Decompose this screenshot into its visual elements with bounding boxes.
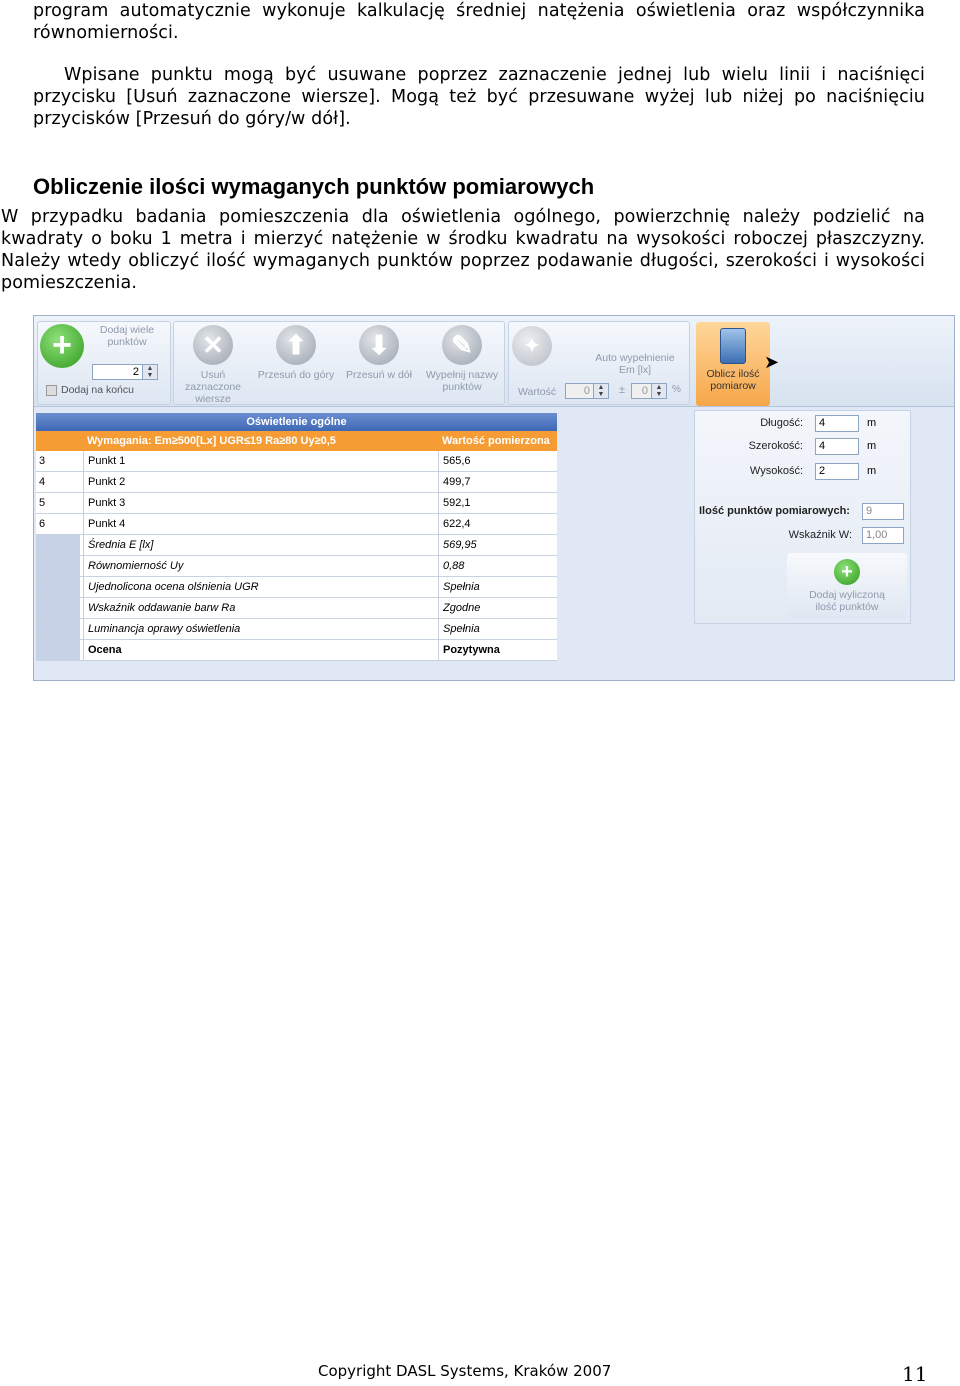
row-value[interactable]: 569,95 [438, 535, 557, 555]
plusminus-label: ± [619, 384, 626, 396]
add-calculated-points-button[interactable] [787, 553, 907, 619]
row-value[interactable]: Pozytywna [438, 640, 557, 660]
table-row[interactable] [36, 577, 557, 598]
value-spinner[interactable] [565, 383, 609, 399]
row-name: Punkt 3 [83, 493, 437, 513]
delete-rows-button[interactable] [174, 321, 252, 405]
spinner-arrows-icon[interactable]: ▲ ▼ [593, 384, 608, 398]
add-many-label: Dodaj wiele punktów [99, 324, 155, 348]
table-title: Oświetlenie ogólne [36, 413, 557, 431]
spinner-arrows-icon[interactable]: ▲ ▼ [651, 384, 666, 398]
length-label: Długość: [760, 417, 803, 429]
width-input[interactable]: 4 [815, 438, 859, 455]
measurement-table [36, 413, 557, 661]
row-value[interactable]: Spełnia [438, 577, 557, 597]
row-value[interactable]: 499,7 [438, 472, 557, 492]
row-name: Luminancja oprawy oświetlenia [83, 619, 437, 639]
magic-wand-icon[interactable]: ✦ [512, 326, 552, 366]
document-icon: ✎ [442, 325, 482, 365]
table-header [36, 431, 557, 451]
row-number: 4 [36, 472, 80, 492]
paragraph-2-text: Wpisane punktu mogą być usuwane poprzez zaznaczenie jednej lub wielu linii i naciśnięci przycisku [Usuń zaznaczone wiersze]. Mogą też być przesuwane wyżej lub niżej po naciśnięciu przycisków [Przesuń do góry/w dół]. [33, 65, 925, 129]
row-value[interactable]: Zgodne [438, 598, 557, 618]
percent-label: % [672, 384, 681, 395]
checkbox-icon [46, 385, 57, 396]
row-value[interactable]: 565,6 [438, 451, 557, 471]
move-down-button[interactable] [340, 321, 418, 405]
length-input[interactable]: 4 [815, 415, 859, 432]
row-number [36, 535, 80, 555]
arrow-up-icon: ⬆ [276, 325, 316, 365]
row-value[interactable]: 0,88 [438, 556, 557, 576]
add-count-value: 2 [132, 366, 139, 378]
measured-value-header: Wartość pomierzona [442, 435, 550, 447]
row-name: Punkt 4 [83, 514, 437, 534]
row-number [36, 556, 80, 576]
room-dimensions-panel [694, 410, 911, 624]
height-unit: m [867, 465, 877, 477]
table-row[interactable] [36, 535, 557, 556]
length-unit: m [867, 417, 877, 429]
table-row[interactable] [36, 640, 557, 661]
row-name: Ujednolicona ocena olśnienia UGR [83, 577, 437, 597]
plusminus-spinner[interactable] [631, 383, 667, 399]
spinner-arrows-icon[interactable]: ▲ ▼ [142, 365, 157, 379]
fill-names-label: Wypełnij nazwy punktów [425, 369, 499, 393]
width-label: Szerokość: [748, 440, 803, 452]
table-row[interactable] [36, 472, 557, 493]
mouse-cursor-icon: ➤ [764, 352, 780, 372]
row-value[interactable]: 592,1 [438, 493, 557, 513]
row-number: 5 [36, 493, 80, 513]
width-unit: m [867, 440, 877, 452]
row-name: Średnia E [lx] [83, 535, 437, 555]
row-number [36, 619, 80, 639]
requirements-header: Wymagania: Em≥500[Lx] UGR≤19 Ra≥80 Uy≥0,5 [87, 435, 336, 447]
section-heading: Obliczenie ilości wymaganych punktów pomiarowych [33, 174, 595, 199]
table-row[interactable] [36, 451, 557, 472]
add-calculated-points-label: Dodaj wyliczoną ilość punktów [809, 589, 885, 613]
move-up-label: Przesuń do góry [257, 369, 335, 381]
table-row[interactable] [36, 514, 557, 535]
move-down-label: Przesuń w dół [346, 369, 412, 381]
add-at-end-label: Dodaj na końcu [61, 384, 134, 396]
calculate-points-button[interactable] [696, 322, 770, 406]
row-number [36, 577, 80, 597]
calculator-icon [720, 328, 746, 364]
add-many-button[interactable] [40, 324, 84, 368]
points-count-label: Ilość punktów pomiarowych: [699, 505, 850, 517]
row-number: 6 [36, 514, 80, 534]
row-number: 3 [36, 451, 80, 471]
autofill-label: Auto wypełnienie Em [lx] [595, 352, 675, 376]
move-up-button[interactable] [257, 321, 335, 405]
table-row[interactable] [36, 556, 557, 577]
paragraph-1: program automatycznie wykonuje kalkulację średniej natężenia oświetlenia oraz współczynnika równomierności. [33, 1, 925, 43]
row-name: Punkt 2 [83, 472, 437, 492]
calculate-points-label: Oblicz ilość pomiarow [706, 368, 760, 392]
row-name: Punkt 1 [83, 451, 437, 471]
row-name: Równomierność Uy [83, 556, 437, 576]
row-number [36, 598, 80, 618]
paragraph-2 [33, 64, 925, 130]
table-row[interactable] [36, 598, 557, 619]
height-label: Wysokość: [749, 465, 803, 477]
fill-names-button[interactable] [423, 321, 501, 405]
row-name: Ocena [83, 640, 437, 660]
row-name: Wskaźnik oddawanie barw Ra [83, 598, 437, 618]
table-row[interactable] [36, 619, 557, 640]
page-number: 11 [902, 1362, 928, 1386]
value-spinner-value: 0 [583, 385, 590, 397]
points-count-field: 9 [862, 503, 904, 520]
height-input[interactable]: 2 [815, 463, 859, 480]
paragraph-3: W przypadku badania pomieszczenia dla oświetlenia ogólnego, powierzchnię należy podzielić na kwadraty o boku 1 metra i mierzyć natężenie w środku kwadratu na wysokości roboczej płaszczyzny. Należy wtedy obliczyć ilość wymaganych punktów poprzez podawanie długości, szerokości i wysokości pomieszczenia. [1, 207, 925, 293]
index-label: Wskaźnik W: [788, 529, 852, 541]
add-count-spinner[interactable] [92, 364, 158, 380]
index-field: 1,00 [862, 527, 904, 544]
row-value[interactable]: Spełnia [438, 619, 557, 639]
value-label: Wartość [518, 386, 557, 398]
row-number [36, 640, 80, 660]
arrow-down-icon: ⬇ [359, 325, 399, 365]
app-screenshot [33, 315, 955, 681]
add-at-end-checkbox[interactable] [46, 384, 134, 396]
footer-copyright: Copyright DASL Systems, Kraków 2007 [318, 1362, 612, 1380]
ribbon-toolbar [34, 316, 954, 407]
table-row[interactable] [36, 493, 557, 514]
plus-icon: + [52, 326, 72, 364]
plus-icon: + [834, 559, 860, 585]
delete-icon: ✕ [193, 325, 233, 365]
row-value[interactable]: 622,4 [438, 514, 557, 534]
delete-rows-label: Usuń zaznaczone wiersze [184, 369, 242, 405]
plusminus-value: 0 [641, 385, 648, 397]
